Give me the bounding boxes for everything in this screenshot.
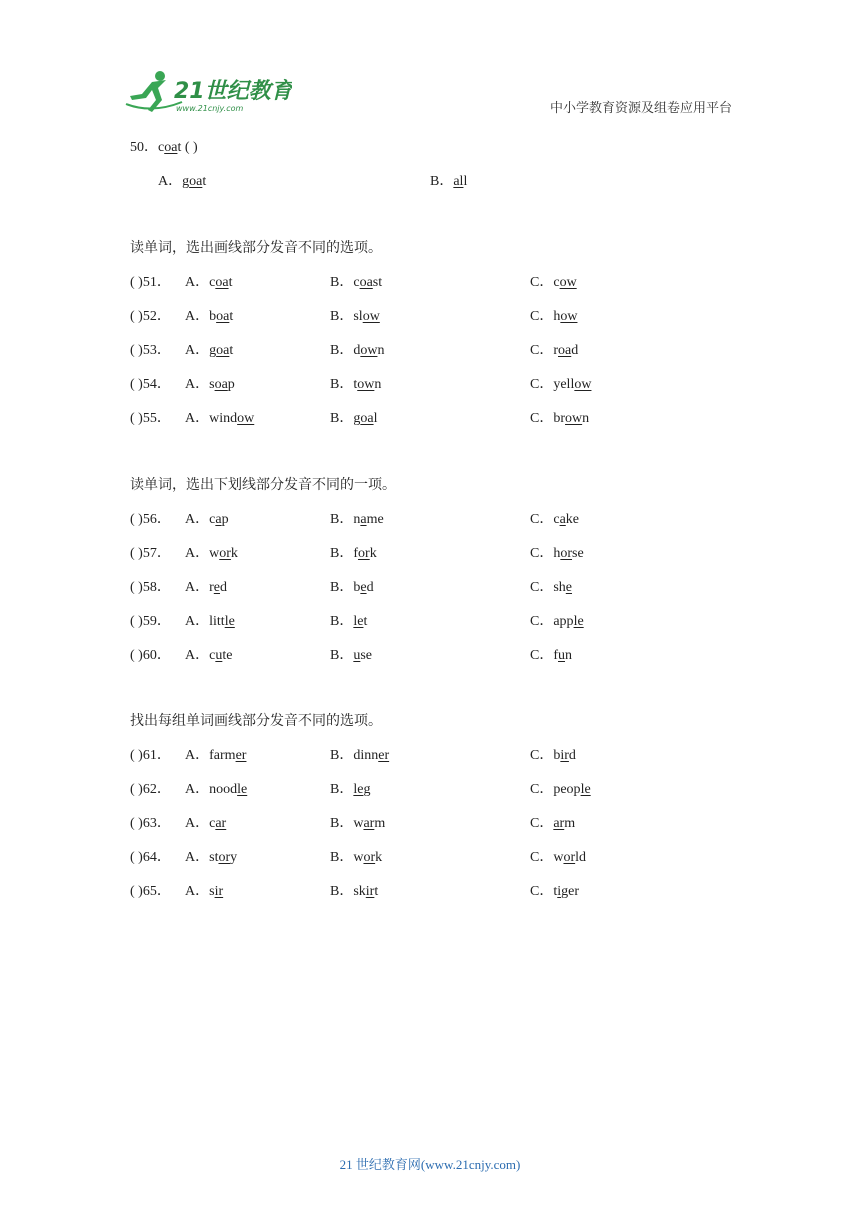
option-b (330, 815, 385, 833)
option-label: A． (185, 410, 210, 426)
word-part: n (565, 647, 573, 663)
question-row (130, 883, 730, 901)
option-b (330, 781, 370, 799)
word-part: b (353, 579, 361, 595)
word-part: sk (353, 883, 366, 899)
underlined-part: le (353, 781, 364, 797)
underlined-part: er (235, 748, 247, 763)
question-number: ( )63． (130, 815, 171, 831)
option-c (530, 511, 579, 529)
option-label: A． (185, 376, 210, 392)
option-a (185, 781, 247, 799)
underlined-part: a (360, 512, 367, 527)
option-label: A． (158, 174, 183, 189)
underlined-part: e (360, 579, 367, 595)
word-part: nood (209, 781, 238, 797)
underlined-part: ow (559, 275, 577, 290)
word-part: h (553, 308, 561, 324)
word-part: d (568, 748, 576, 763)
option-c (530, 647, 572, 665)
option-label: B． (330, 308, 354, 324)
option-label: A． (185, 647, 210, 663)
word-part: d (366, 579, 374, 595)
word-part: te (222, 647, 233, 663)
underlined-part: ow (362, 308, 380, 324)
question-number: ( )52． (130, 308, 171, 324)
underlined-part: ow (360, 342, 378, 358)
word-part: t (229, 308, 234, 324)
option-label: B． (330, 545, 354, 561)
word-part: se (572, 545, 584, 561)
word-part: r (553, 342, 559, 358)
underlined-part: le (353, 613, 364, 629)
option-label: C． (530, 815, 554, 831)
option-label: B． (330, 512, 354, 527)
word-part: m (374, 815, 386, 831)
option-c (530, 308, 577, 326)
word-part: b (553, 748, 561, 763)
word-part: b (209, 308, 217, 324)
word-part: c (209, 815, 216, 831)
word-part: t (553, 883, 558, 899)
runner-logo-icon (122, 66, 292, 116)
question-number: ( )54． (130, 376, 171, 392)
option-c (530, 274, 577, 292)
header-tagline: 中小学教育资源及组卷应用平台 (550, 100, 733, 115)
underlined-part: oa (216, 308, 230, 324)
question-row (130, 781, 730, 799)
word-part: k (375, 849, 383, 865)
word-part: r (209, 579, 214, 595)
question-number: ( )55． (130, 410, 171, 426)
underlined-part: ar (553, 815, 565, 831)
word-part: sh (553, 579, 566, 595)
question-number: ( )57． (130, 545, 171, 561)
word-part: y (230, 849, 238, 865)
question-row (130, 342, 730, 360)
page-footer: 21 世纪教育网(www.21cnjy.com) (339, 1157, 521, 1172)
question-number: ( )56． (130, 512, 171, 527)
word-part: h (553, 545, 561, 561)
option-a (185, 647, 232, 665)
option-a (185, 883, 223, 901)
question-number: ( )59． (130, 613, 171, 629)
underlined-part: e (565, 579, 573, 595)
option-b (330, 410, 377, 428)
option-label: A． (185, 883, 210, 899)
underlined-part: a (215, 512, 222, 527)
underlined-part: a (559, 512, 566, 527)
question-row (130, 376, 730, 394)
underlined-part: ir (214, 883, 224, 899)
option-label: A． (185, 579, 210, 595)
question-row (130, 747, 730, 765)
option-label: A． (185, 613, 210, 629)
option-c (530, 883, 579, 901)
underlined-part: le (224, 613, 235, 629)
question-row (130, 849, 730, 867)
option-label: A． (185, 308, 210, 324)
option-a (185, 545, 238, 563)
underlined-part: e (213, 579, 221, 595)
word-part: me (366, 512, 384, 527)
option-label: A． (185, 849, 210, 865)
word-part: ld (575, 849, 587, 865)
word-part: c (353, 275, 360, 290)
option-label: C． (530, 545, 554, 561)
underlined-part: ir (365, 883, 375, 899)
option-label: B． (330, 342, 354, 358)
word-part: p (227, 376, 235, 392)
word-part: c (158, 140, 165, 155)
option-label: C． (530, 647, 554, 663)
question-number: ( )65． (130, 883, 171, 899)
question-number: ( )51． (130, 275, 171, 290)
answer-blank: ( ) (184, 140, 198, 155)
word-part: w (209, 545, 220, 561)
logo-url: www.21cnjy.com (176, 104, 244, 113)
option-label: C． (530, 579, 554, 595)
option-b (330, 579, 374, 597)
option-a (185, 815, 226, 833)
word-part: st (209, 849, 219, 865)
word-part: t (353, 376, 358, 392)
question-row (130, 308, 730, 326)
word-part: k (369, 545, 377, 561)
word-part: c (209, 647, 216, 663)
option-c (530, 815, 575, 833)
question-row (130, 579, 730, 597)
option-a (185, 342, 233, 360)
option-label: A． (185, 512, 210, 527)
option-c (530, 613, 584, 631)
option-label: C． (530, 613, 554, 629)
option-label: C． (530, 849, 554, 865)
underlined-part: oa (189, 174, 203, 189)
underlined-part: or (560, 545, 573, 561)
option-label: B． (330, 781, 354, 797)
option-b (330, 376, 381, 394)
option-a (185, 511, 229, 529)
question-number: ( )64． (130, 849, 171, 865)
word-part: g (353, 410, 361, 426)
option-label: C． (530, 883, 554, 899)
option-c (530, 849, 586, 867)
option-label: C． (530, 512, 554, 527)
underlined-part: oa (215, 275, 229, 290)
question-number: ( )53． (130, 342, 171, 358)
option-b (330, 274, 382, 292)
option-label: A． (185, 781, 210, 797)
underlined-part: i (557, 883, 562, 899)
option-label: B． (330, 613, 354, 629)
question-row (130, 410, 730, 428)
word-part: p (221, 512, 229, 527)
option-label: C． (530, 748, 554, 763)
word-part: farm (209, 748, 236, 763)
option-label: A． (185, 748, 210, 763)
word-part: f (353, 545, 359, 561)
underlined-part: ow (237, 410, 255, 426)
option-label: A． (185, 815, 210, 831)
option-label: C． (530, 781, 554, 797)
underlined-part: le (573, 613, 584, 629)
underlined-part: ar (215, 815, 227, 831)
underlined-part: u (215, 647, 223, 663)
option-label: A． (185, 342, 210, 358)
word-part: peop (553, 781, 581, 797)
question-row (130, 511, 730, 529)
option-label: B． (330, 275, 354, 290)
question-number: 50． (130, 140, 158, 155)
option-b (330, 883, 378, 901)
word-part: k (230, 545, 238, 561)
word-part: st (372, 275, 383, 290)
word-part: d (353, 342, 361, 358)
underlined-part: ar (363, 815, 375, 831)
underlined-part: ir (560, 748, 569, 763)
option-c (530, 747, 576, 765)
underlined-part: ow (565, 410, 583, 426)
option-label: B． (330, 849, 354, 865)
option-c (530, 579, 572, 597)
question-row (130, 647, 730, 665)
underlined-part: oa (359, 275, 373, 290)
word-part: g (182, 174, 190, 189)
question-number: ( )62． (130, 781, 171, 797)
option-a (185, 613, 235, 631)
word-part: t (177, 140, 182, 155)
question-row (130, 815, 730, 833)
option-label: C． (530, 308, 554, 324)
word-part: litt (209, 613, 225, 629)
word-part: g (209, 342, 217, 358)
option-c (530, 781, 591, 799)
question-row (130, 274, 730, 292)
option-a (185, 579, 227, 597)
word-part: app (553, 613, 574, 629)
option-label: A． (185, 545, 210, 561)
word-part: n (582, 410, 590, 426)
word-part: d (220, 579, 228, 595)
option-c (530, 342, 578, 360)
option-c (530, 376, 591, 394)
underlined-part: oa (558, 342, 572, 358)
option-label: B． (330, 376, 354, 392)
underlined-part: or (363, 849, 376, 865)
underlined-part: or (563, 849, 576, 865)
underlined-part: or (358, 545, 370, 561)
brand-logo (122, 66, 292, 116)
word-part: w (553, 849, 564, 865)
option-a (185, 410, 254, 428)
underlined-part: oa (164, 140, 178, 155)
option-label: C． (530, 376, 554, 392)
word-part: t (228, 275, 233, 290)
word-part: n (353, 512, 361, 527)
option-label: B． (330, 647, 354, 663)
word-part: sl (353, 308, 363, 324)
q50-option-b (430, 173, 467, 191)
underlined-part: u (558, 647, 566, 663)
option-b (330, 849, 382, 867)
word-part: n (374, 376, 382, 392)
option-label: B． (330, 410, 354, 426)
word-part: se (360, 647, 373, 663)
word-part: w (353, 849, 364, 865)
word-part: wind (209, 410, 238, 426)
underlined-part: oa (214, 376, 228, 392)
option-label: A． (185, 275, 210, 290)
word-part: f (553, 647, 559, 663)
option-b (330, 308, 380, 326)
option-label: C． (530, 275, 554, 290)
word-part: m (564, 815, 576, 831)
option-label: B． (330, 815, 354, 831)
underlined-part: le (580, 781, 591, 797)
option-b (330, 647, 372, 665)
logo-text: 21世纪教育 (174, 79, 292, 104)
question-number: ( )61． (130, 748, 171, 763)
option-c (530, 410, 589, 428)
word-part: ger (561, 883, 580, 899)
section-title: 找出每组单词画线部分发音不同的选项。 (130, 714, 382, 729)
option-label: C． (530, 342, 554, 358)
word-part: s (209, 883, 215, 899)
option-a (185, 308, 233, 326)
question-row (130, 545, 730, 563)
underlined-part: le (237, 781, 248, 797)
question-50 (130, 139, 198, 157)
word-part: t (363, 613, 368, 629)
section-title: 读单词，选出画线部分发音不同的选项。 (130, 241, 382, 256)
section-title: 读单词，选出下划线部分发音不同的一项。 (130, 478, 396, 493)
underlined-part: al (453, 174, 464, 189)
option-a (185, 376, 235, 394)
option-a (185, 274, 232, 292)
word-part: c (553, 512, 560, 527)
word-part: n (377, 342, 385, 358)
underlined-part: or (218, 849, 231, 865)
q50-option-a (158, 173, 206, 191)
option-label: B． (330, 748, 354, 763)
word-part: l (463, 174, 468, 189)
word-part: g (363, 781, 371, 797)
underlined-part: u (353, 647, 361, 663)
word-part: t (374, 883, 379, 899)
option-a (185, 849, 237, 867)
question-number: ( )58． (130, 579, 171, 595)
underlined-part: er (378, 748, 390, 763)
word-part: yell (553, 376, 575, 392)
option-label: C． (530, 410, 554, 426)
word-part: c (209, 275, 216, 290)
option-b (330, 747, 389, 765)
underlined-part: oa (360, 410, 374, 426)
word-part: t (202, 174, 207, 189)
underlined-part: ow (357, 376, 375, 392)
option-b (330, 511, 384, 529)
word-part: t (229, 342, 234, 358)
word-part: l (373, 410, 378, 426)
word-part: s (209, 376, 215, 392)
page-header (0, 0, 860, 125)
underlined-part: oa (216, 342, 230, 358)
word-part: w (353, 815, 364, 831)
word-part: c (209, 512, 216, 527)
word-part: ke (565, 512, 579, 527)
underlined-part: or (219, 545, 231, 561)
word-part: br (553, 410, 566, 426)
option-label: B． (330, 579, 354, 595)
word-part: c (553, 275, 560, 290)
option-label: B． (430, 174, 454, 189)
underlined-part: ow (574, 376, 592, 392)
option-b (330, 613, 367, 631)
option-c (530, 545, 584, 563)
underlined-part: ow (560, 308, 578, 324)
option-b (330, 342, 384, 360)
option-label: B． (330, 883, 354, 899)
word-part: dinn (353, 748, 379, 763)
word-part: d (571, 342, 579, 358)
option-b (330, 545, 377, 563)
option-a (185, 747, 246, 765)
question-row (130, 613, 730, 631)
question-number: ( )60． (130, 647, 171, 663)
